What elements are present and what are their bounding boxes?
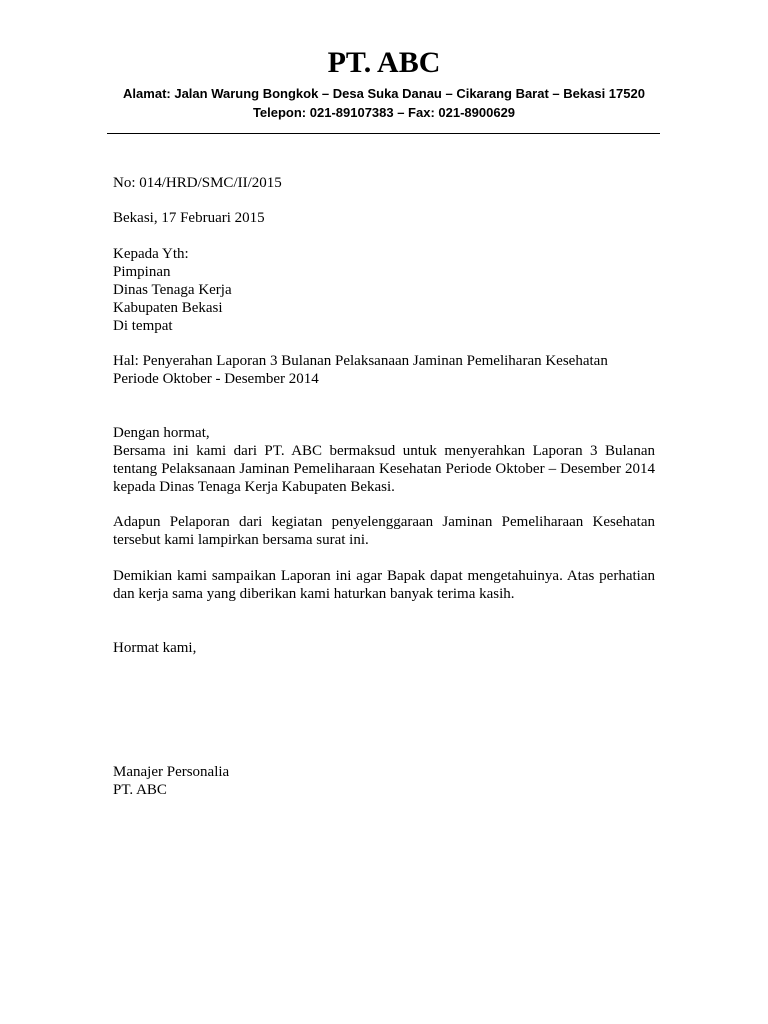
- greeting: Dengan hormat,: [113, 425, 210, 441]
- signatory-company: PT. ABC: [113, 782, 167, 798]
- recipient-line: Di tempat: [113, 318, 173, 334]
- letterhead: [0, 44, 768, 122]
- letterhead-divider: [107, 133, 660, 134]
- body-paragraph-2: Adapun Pelaporan dari kegiatan penyelenggaraan Jaminan Pemeliharaan Kesehatan tersebut kami lampirkan bersama surat ini.: [113, 514, 655, 548]
- recipient-line: Dinas Tenaga Kerja: [113, 282, 232, 298]
- company-phone-fax: Telepon: 021-89107383 – Fax: 021-8900629: [252, 105, 516, 120]
- subject-block: [113, 352, 655, 388]
- closing: Hormat kami,: [113, 640, 197, 656]
- recipient-line: Pimpinan: [113, 264, 171, 280]
- body-paragraph-1: Bersama ini kami dari PT. ABC bermaksud untuk menyerahkan Laporan 3 Bulanan tentang Pelaksanaan Jaminan Pemeliharaan Kesehatan Periode Oktober – Desember 2014 kepada Dinas Tenaga Kerja Kabupaten Bekasi.: [113, 443, 655, 495]
- letter-number: No: 014/HRD/SMC/II/2015: [113, 175, 282, 191]
- signatory-title: Manajer Personalia: [113, 764, 230, 780]
- recipient-block: [113, 245, 655, 335]
- company-name: PT. ABC: [327, 46, 441, 79]
- recipient-salutation: Kepada Yth:: [113, 246, 189, 262]
- place-date: Bekasi, 17 Februari 2015: [113, 210, 265, 226]
- subject-line: Hal: Penyerahan Laporan 3 Bulanan Pelaksanaan Jaminan Pemeliharan Kesehatan: [113, 353, 608, 369]
- subject-line: Periode Oktober - Desember 2014: [113, 371, 319, 387]
- recipient-line: Kabupaten Bekasi: [113, 300, 223, 316]
- company-address: Alamat: Jalan Warung Bongkok – Desa Suka Danau – Cikarang Barat – Bekasi 17520: [123, 86, 645, 101]
- signature-block: [113, 763, 655, 799]
- body-paragraph-3: Demikian kami sampaikan Laporan ini agar Bapak dapat mengetahuinya. Atas perhatian dan kerja sama yang diberikan kami haturkan banyak terima kasih.: [113, 568, 655, 602]
